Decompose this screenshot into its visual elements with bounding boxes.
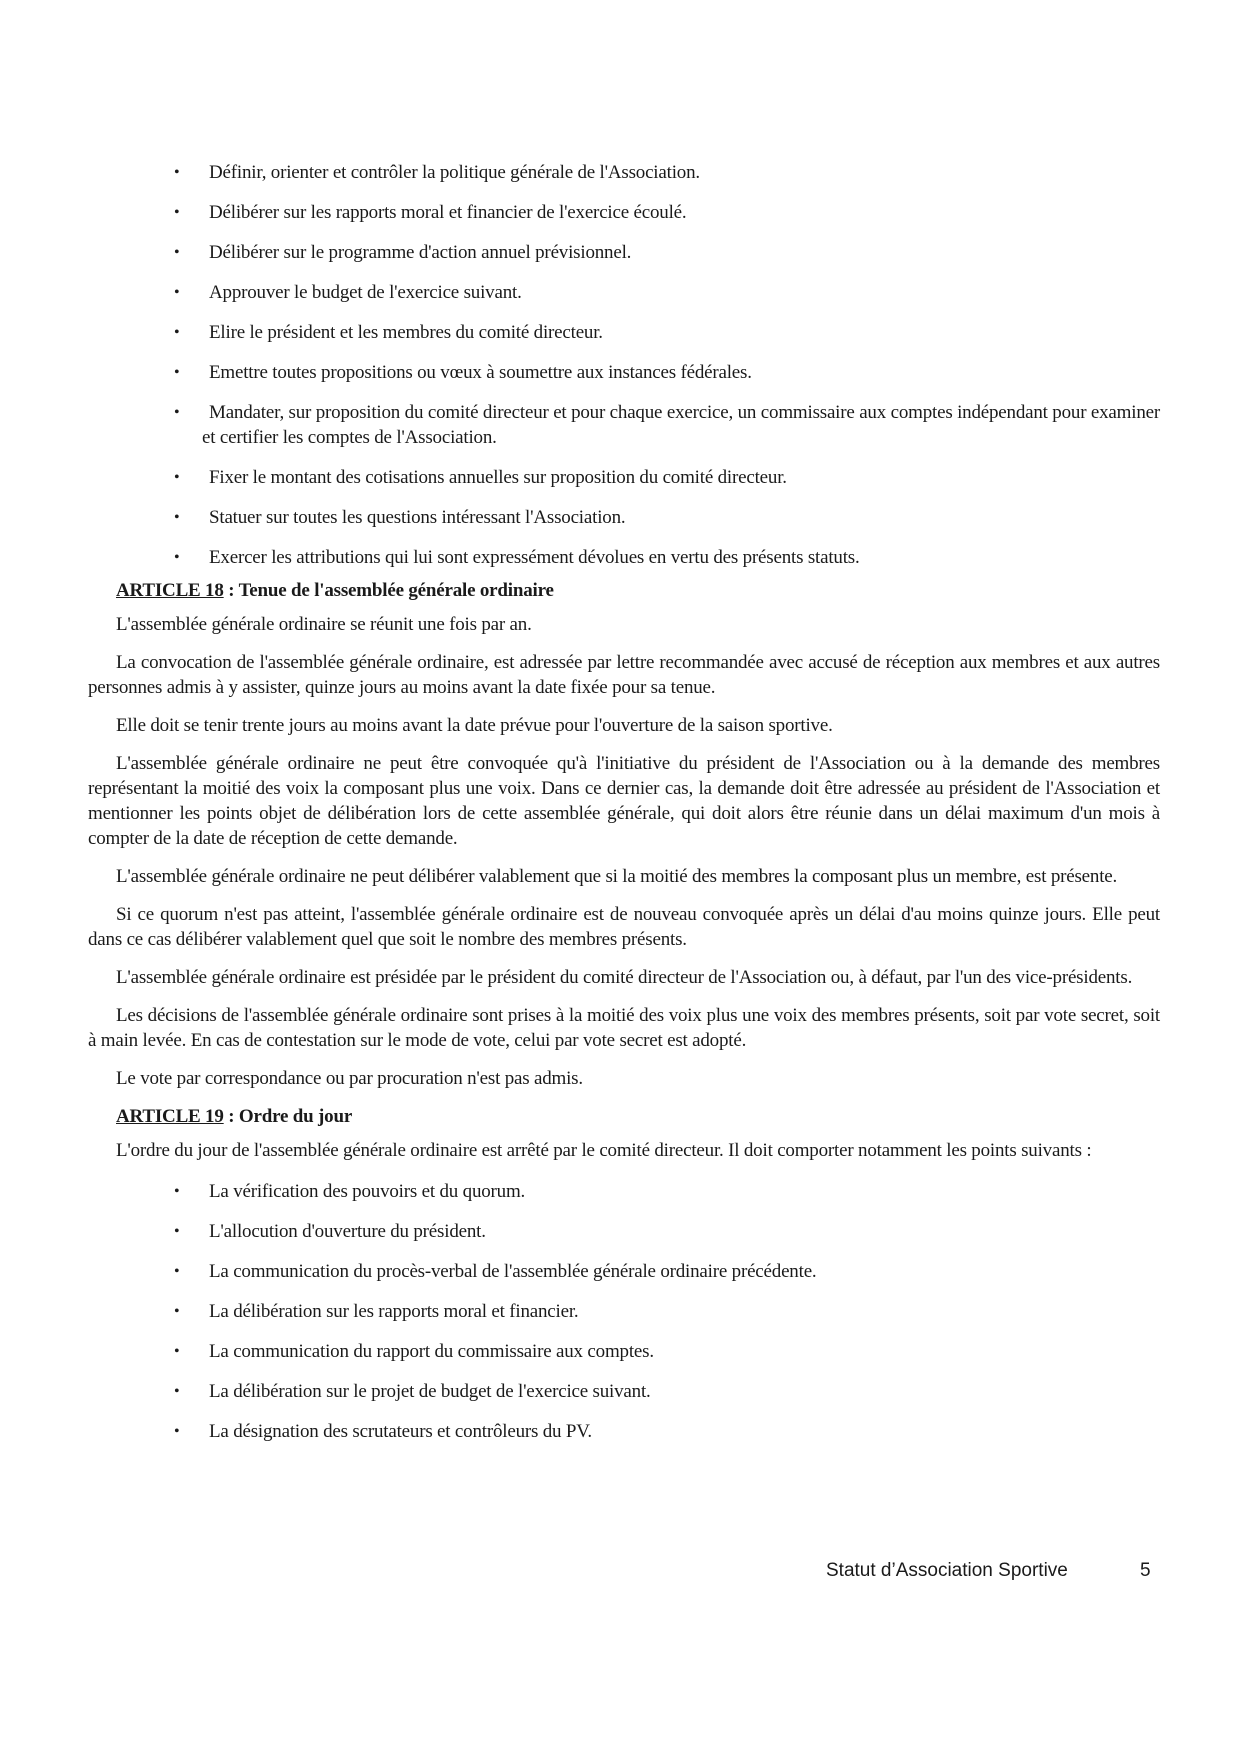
bullet-icon: • [174, 284, 180, 301]
bullet-icon: • [174, 1383, 180, 1400]
paragraph: L'assemblée générale ordinaire ne peut être convoquée qu'à l'initiative du président de l'Association ou à la demande des membres représentant la moitié des voix la composant plus une voix. Dans ce dernier cas, la demande doit être adressée au président de l'Association et mentionner les points objet de délibération lors de cette assemblée générale, qui doit alors être réunie dans un délai maximum d'un mois à compter de la date de réception de cette demande. [88, 753, 1160, 849]
bullet-icon: • [174, 1223, 180, 1240]
bullet-icon: • [174, 1183, 180, 1200]
list-item: • La désignation des scrutateurs et contrôleurs du PV. [174, 1421, 592, 1442]
list-item: • Fixer le montant des cotisations annuelles sur proposition du comité directeur. [174, 467, 787, 488]
paragraph: La convocation de l'assemblée générale ordinaire, est adressée par lettre recommandée avec accusé de réception aux membres et aux autres personnes admis à y assister, quinze jours au moins avant la date fixée pour sa tenue. [88, 652, 1160, 698]
list-item: • Statuer sur toutes les questions intéressant l'Association. [174, 507, 626, 528]
list-item: • La vérification des pouvoirs et du quorum. [174, 1181, 526, 1202]
paragraph: Si ce quorum n'est pas atteint, l'assemblée générale ordinaire est de nouveau convoquée après un délai d'au moins quinze jours. Elle peut dans ce cas délibérer valablement quel que soit le nombre des membres présents. [88, 904, 1160, 950]
list-item: • Délibérer sur le programme d'action annuel prévisionnel. [174, 242, 632, 263]
agenda-list [88, 1179, 1160, 1444]
footer-title: Statut d’Association Sportive [826, 1560, 1068, 1581]
bullet-icon: • [174, 1263, 180, 1280]
list-item: • Mandater, sur proposition du comité directeur et pour chaque exercice, un commissaire aux comptes indépendant pour examiner et certifier les comptes de l'Association. [174, 402, 1160, 448]
bullet-icon: • [174, 1343, 180, 1360]
heading-separator: : [223, 580, 239, 601]
list-item: • Exercer les attributions qui lui sont expressément dévolues en vertu des présents statuts. [174, 547, 860, 568]
bullet-icon: • [174, 364, 180, 381]
paragraph: L'ordre du jour de l'assemblée générale ordinaire est arrêté par le comité directeur. Il doit comporter notamment les points suivants : [116, 1140, 1092, 1161]
bullet-icon: • [174, 204, 180, 221]
bullet-icon: • [174, 324, 180, 341]
list-item: • La communication du procès-verbal de l'assemblée générale ordinaire précédente. [174, 1261, 817, 1282]
paragraph: L'assemblée générale ordinaire se réunit une fois par an. [116, 614, 532, 635]
article-title: Ordre du jour [238, 1106, 353, 1127]
bullet-icon: • [174, 404, 180, 421]
bullet-icon: • [174, 164, 180, 181]
article-18-heading [116, 578, 1160, 603]
article-number: ARTICLE 19 [116, 1106, 224, 1127]
heading-separator: : [223, 1106, 239, 1127]
bullet-icon: • [174, 1423, 180, 1440]
paragraph: Le vote par correspondance ou par procuration n'est pas admis. [116, 1068, 583, 1089]
list-item: • Définir, orienter et contrôler la politique générale de l'Association. [174, 162, 700, 183]
list-item: • La délibération sur le projet de budget de l'exercice suivant. [174, 1381, 651, 1402]
page-content [88, 160, 1160, 1459]
list-item: • La délibération sur les rapports moral et financier. [174, 1301, 579, 1322]
article-19-heading [116, 1104, 1160, 1129]
bullet-icon: • [174, 509, 180, 526]
paragraph: L'assemblée générale ordinaire ne peut délibérer valablement que si la moitié des membres la composant plus un membre, est présente. [116, 866, 1118, 887]
bullet-icon: • [174, 549, 180, 566]
list-item: • Délibérer sur les rapports moral et financier de l'exercice écoulé. [174, 202, 687, 223]
article-title: Tenue de l'assemblée générale ordinaire [238, 580, 554, 601]
paragraph: Elle doit se tenir trente jours au moins avant la date prévue pour l'ouverture de la saison sportive. [116, 715, 833, 736]
page-footer [826, 1560, 1151, 1582]
list-item: • L'allocution d'ouverture du président. [174, 1221, 486, 1242]
bullet-icon: • [174, 469, 180, 486]
powers-list [88, 160, 1160, 570]
list-item: • Approuver le budget de l'exercice suivant. [174, 282, 522, 303]
paragraph: L'assemblée générale ordinaire est présidée par le président du comité directeur de l'Association ou, à défaut, par l'un des vice-présidents. [116, 967, 1133, 988]
article-number: ARTICLE 18 [116, 580, 224, 601]
list-item: • Elire le président et les membres du comité directeur. [174, 322, 603, 343]
list-item: • Emettre toutes propositions ou vœux à soumettre aux instances fédérales. [174, 362, 752, 383]
bullet-icon: • [174, 1303, 180, 1320]
bullet-icon: • [174, 244, 180, 261]
page-number: 5 [1140, 1560, 1151, 1581]
paragraph: Les décisions de l'assemblée générale ordinaire sont prises à la moitié des voix plus une voix des membres présents, soit par vote secret, soit à main levée. En cas de contestation sur le mode de vote, celui par vote secret est adopté. [88, 1005, 1160, 1051]
list-item: • La communication du rapport du commissaire aux comptes. [174, 1341, 654, 1362]
